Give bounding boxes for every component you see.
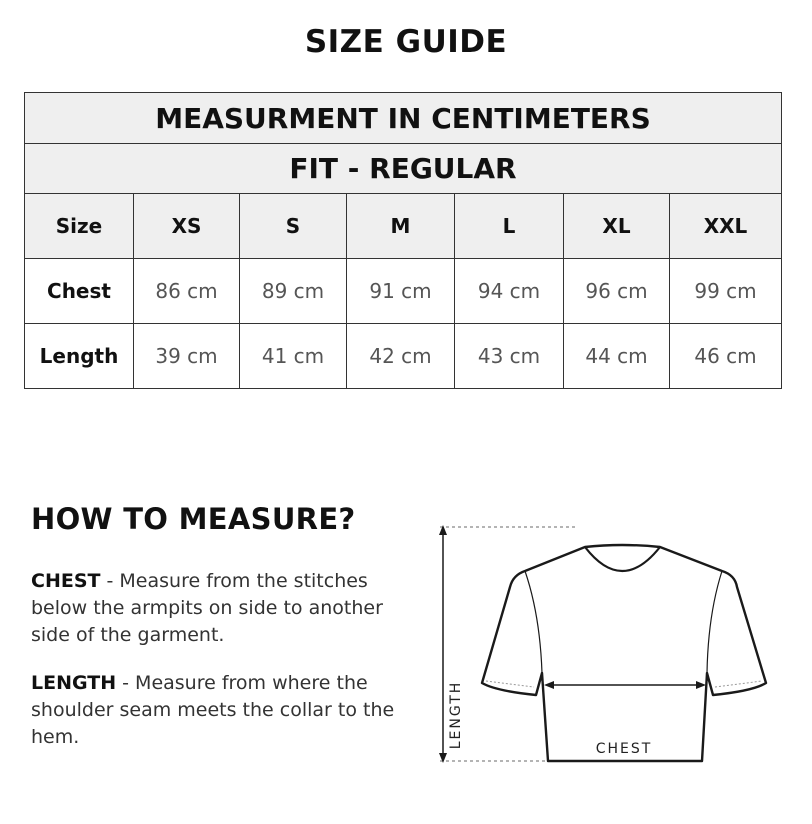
table-cell: 46 cm xyxy=(670,324,782,389)
header-cell-l: L xyxy=(455,194,564,259)
chest-description: - Measure from the stitches below the armpits on side to another side of the garment. xyxy=(31,570,383,646)
header-cell-xxl: XXL xyxy=(670,194,782,259)
unit-banner-row xyxy=(25,93,782,144)
table-cell: 91 cm xyxy=(347,259,455,324)
table-cell: 41 cm xyxy=(240,324,347,389)
size-chart-table xyxy=(24,92,782,389)
length-label: LENGTH xyxy=(448,680,464,750)
header-cell-xl: XL xyxy=(564,194,670,259)
fit-banner: FIT - REGULAR xyxy=(25,144,782,194)
chest-instructions xyxy=(31,568,421,649)
row-label-chest: Chest xyxy=(25,259,134,324)
table-cell: 94 cm xyxy=(455,259,564,324)
length-term: LENGTH xyxy=(31,672,117,694)
tshirt-outline xyxy=(482,545,766,761)
table-row-length xyxy=(25,324,782,389)
page-title: SIZE GUIDE xyxy=(304,24,508,60)
tshirt-measurement-diagram xyxy=(430,515,780,775)
table-cell: 86 cm xyxy=(134,259,240,324)
header-cell-s: S xyxy=(240,194,347,259)
table-cell: 89 cm xyxy=(240,259,347,324)
table-cell: 99 cm xyxy=(670,259,782,324)
table-cell: 96 cm xyxy=(564,259,670,324)
fit-banner-row xyxy=(25,144,782,194)
how-to-measure-heading: HOW TO MEASURE? xyxy=(31,502,356,536)
table-cell: 43 cm xyxy=(455,324,564,389)
table-cell: 42 cm xyxy=(347,324,455,389)
size-header-row xyxy=(25,194,782,259)
header-cell-m: M xyxy=(347,194,455,259)
length-instructions xyxy=(31,670,421,751)
length-description: - Measure from where the shoulder seam meets the collar to the hem. xyxy=(31,672,395,748)
row-label-length: Length xyxy=(25,324,134,389)
table-cell: 39 cm xyxy=(134,324,240,389)
chest-term: CHEST xyxy=(31,570,101,592)
unit-banner: MEASURMENT IN CENTIMETERS xyxy=(25,93,782,144)
table-cell: 44 cm xyxy=(564,324,670,389)
header-cell-xs: XS xyxy=(134,194,240,259)
header-cell-size: Size xyxy=(25,194,134,259)
table-row-chest xyxy=(25,259,782,324)
chest-label: CHEST xyxy=(595,741,653,757)
